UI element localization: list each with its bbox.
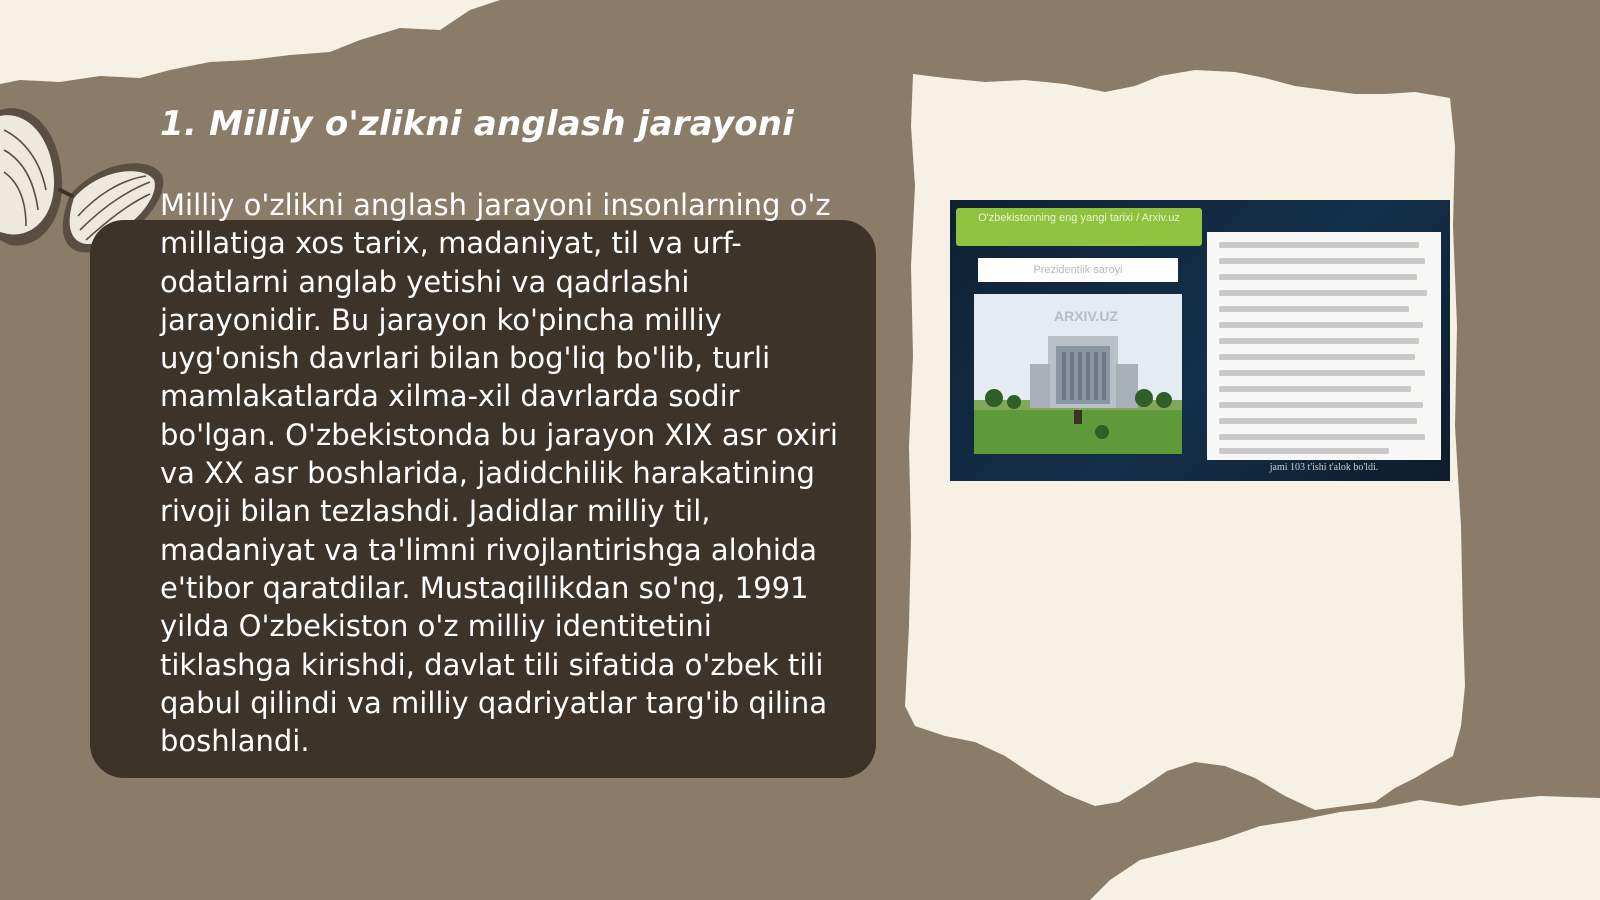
photo-header: O'zbekistonning eng yangi tarixi / Arxiv.uz xyxy=(956,208,1202,246)
photo-watermark: ARXIV.UZ xyxy=(1054,308,1119,324)
slide-body-text: Milliy o'zlikni anglash jarayoni insonlarning o'z millatiga xos tarix, madaniyat, til va urf-odatlarni anglab yetishi va qadrlashi jarayonidir. Bu jarayon ko'pincha milliy uyg'onish davrlari bilan bog'liq bo'lib, turli mamlakatlarda xilma-xil davrlarda sodir bo'lgan. O'zbekistonda bu jarayon XIX asr oxiri va XX asr boshlarida, jadidchilik harakatining rivoji bilan tezlashdi. Jadidlar milliy til, madaniyat va ta'limni rivojlantirishga alohida e'tibor qaratdilar. Mustaqillikdan so'ng, 1991 yilda O'zbekiston o'z milliy identitetini tiklashga kirishdi, davlat tili sifatida o'zbek tili qabul qilindi va milliy qadriyatlar targ'ib qilina boshlandi. xyxy=(160,188,838,759)
photo-caption-bar: Prezidentlik saroyi xyxy=(978,258,1178,282)
building-photo xyxy=(974,294,1182,454)
slide-title: 1. Milliy o'zlikni anglash jarayoni xyxy=(160,104,795,144)
torn-paper-top-left xyxy=(0,0,500,84)
slide-photo xyxy=(950,200,1450,481)
document-scan xyxy=(1207,232,1441,460)
photo-footer: jami 103 t'ishi t'alok bo'ldi. xyxy=(1269,462,1379,473)
